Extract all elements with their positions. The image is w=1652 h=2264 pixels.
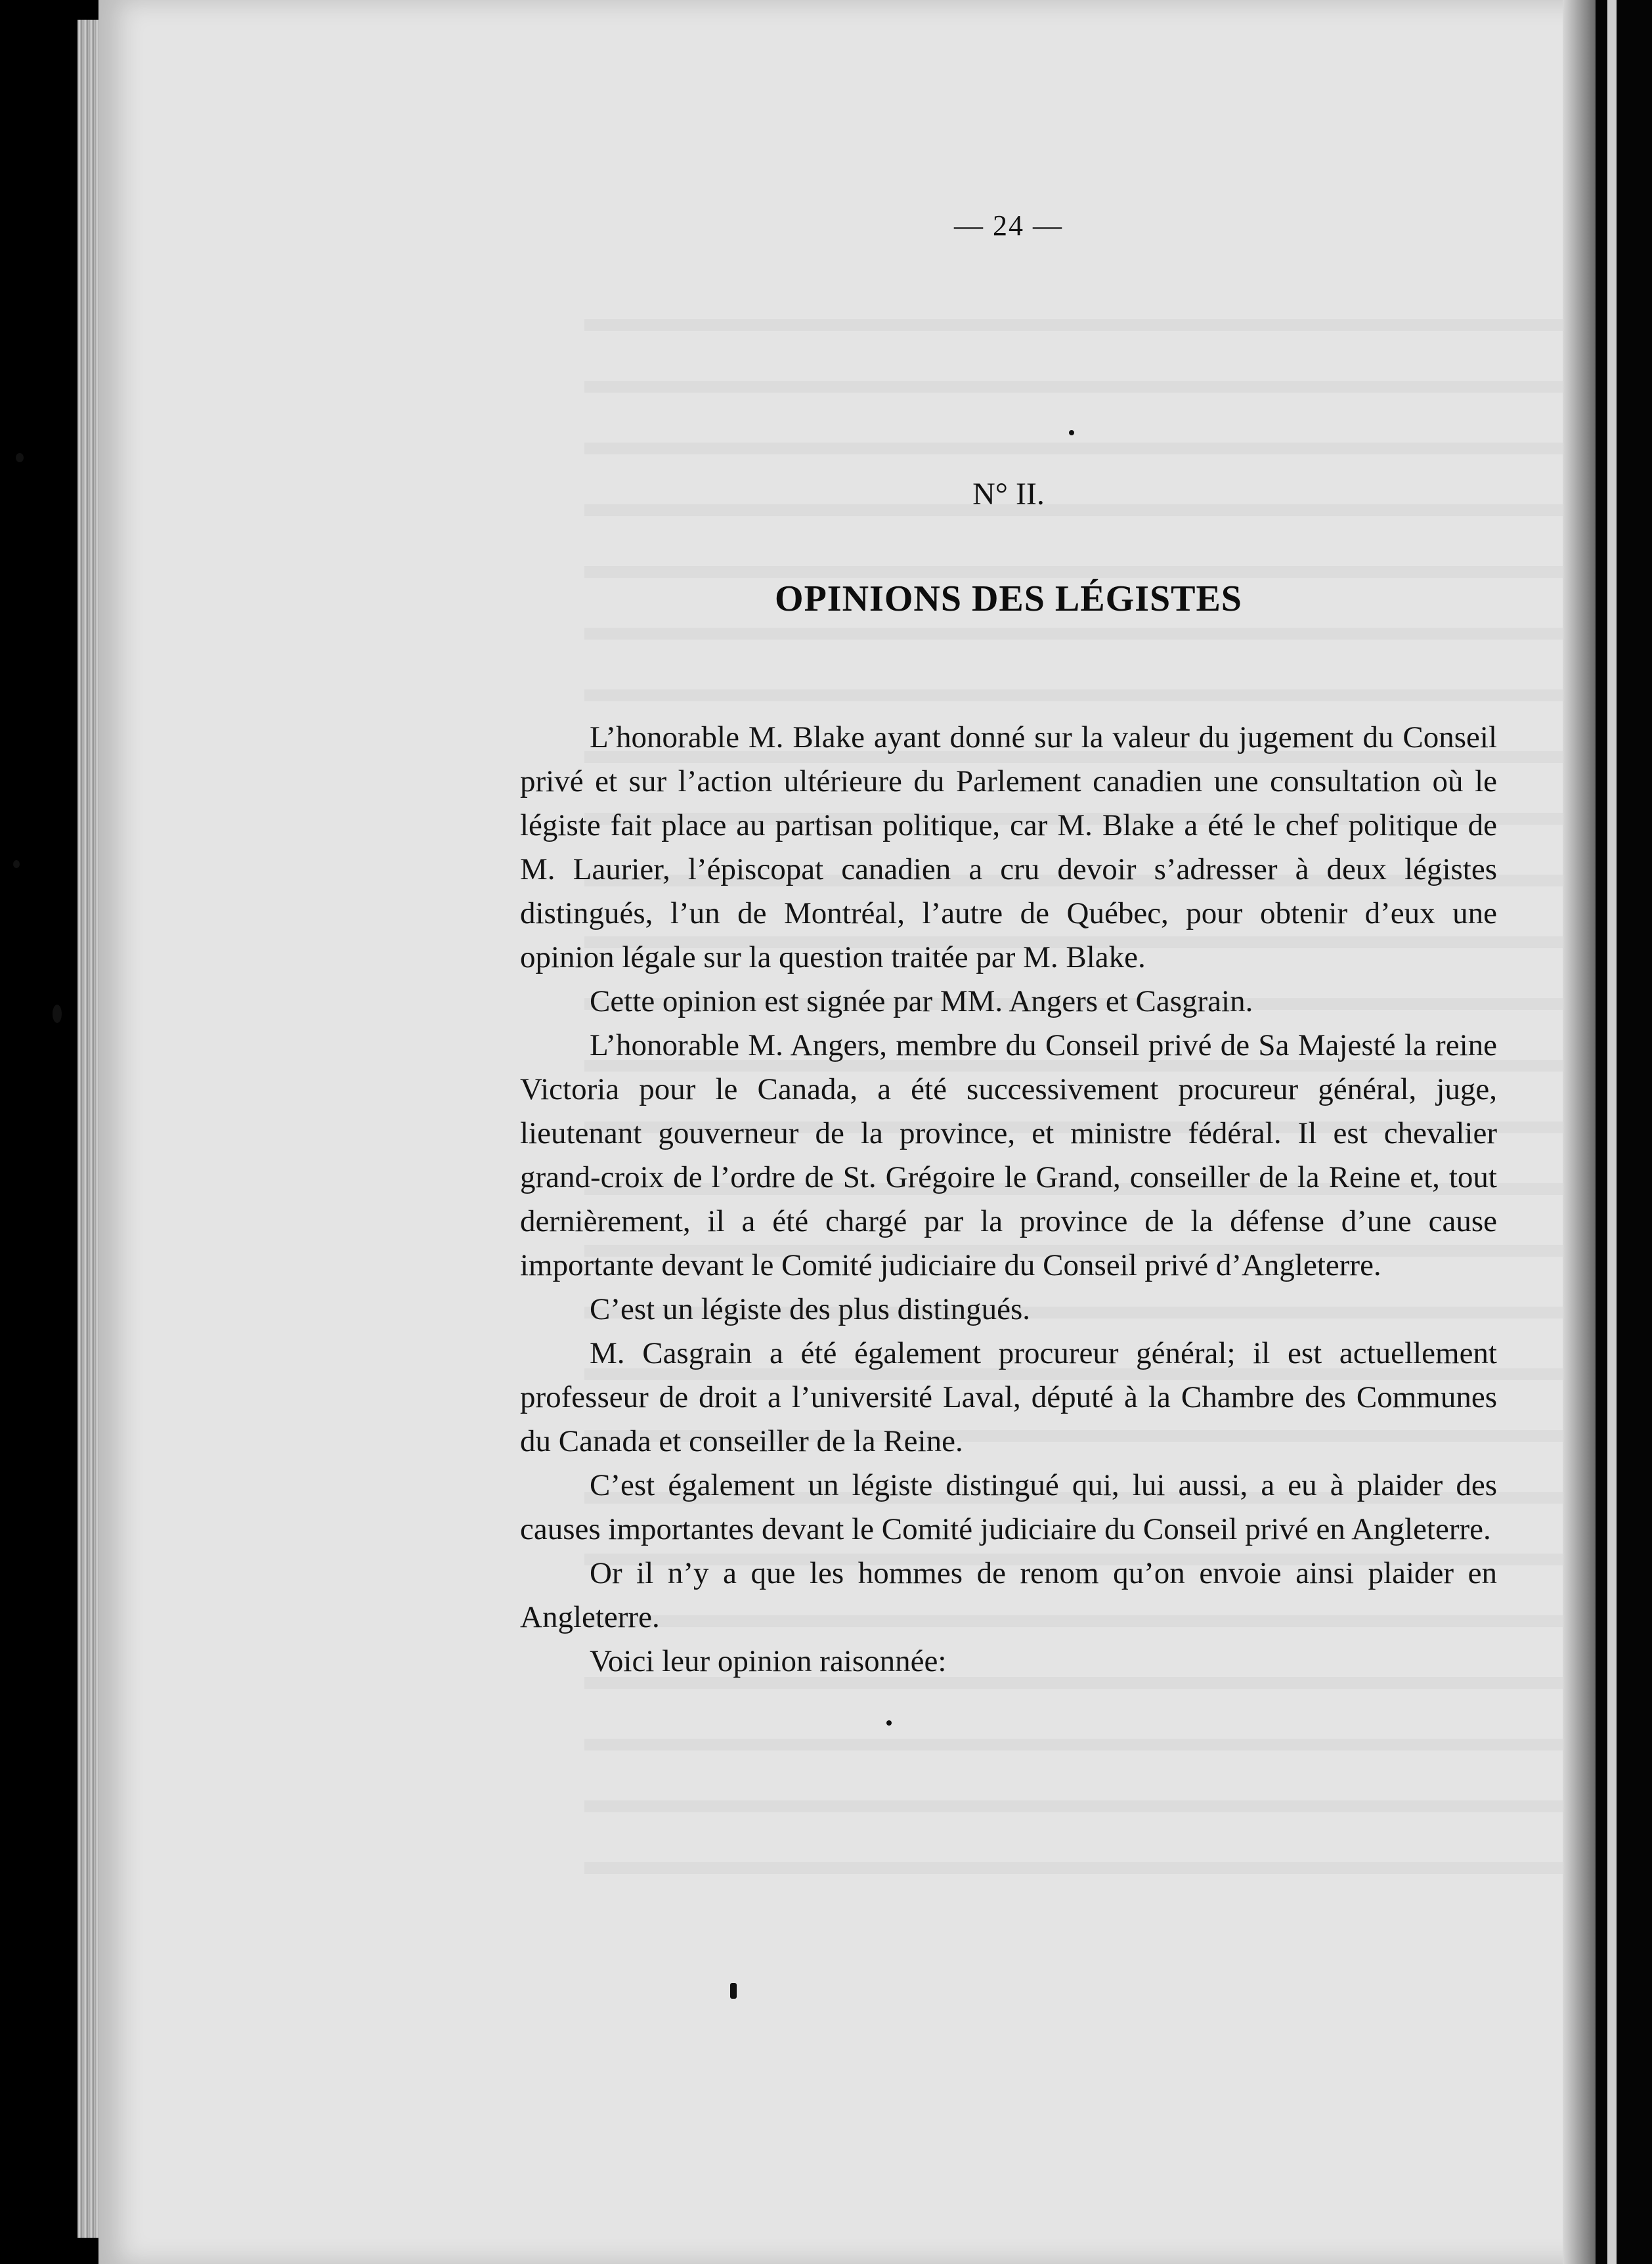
binding-edge bbox=[1596, 0, 1652, 2264]
paragraph: Voici leur opinion raisonnée: bbox=[590, 1644, 947, 1678]
paragraph: Or il n’y a que les hommes de renom qu’on envoie ainsi plaider en Angleterre. bbox=[520, 1556, 1497, 1634]
scan-speck bbox=[730, 1983, 737, 1999]
paragraph: M. Casgrain a été également procureur général; il est actuellement professeur de droit a l’université Laval, député à la Chambre des Communes du Canada et conseiller de la Reine. bbox=[520, 1336, 1497, 1458]
scan-speck bbox=[13, 860, 20, 868]
paragraph: L’honorable M. Blake ayant donné sur la valeur du jugement du Conseil privé et sur l’action ultérieure du Parlement canadien une consultation où le légiste fait place au partisan politique, car M. Blake a été le chef politique de M. Laurier, l’épiscopat canadien a cru devoir s’adresser à deux légistes distingués, l’un de Montréal, l’autre de Québec, pour obtenir d’eux une opinion légale sur la question traitée par M. Blake. bbox=[520, 720, 1497, 974]
page-title: OPINIONS DES LÉGISTES bbox=[775, 578, 1242, 619]
paragraph: C’est un légiste des plus distingués. bbox=[590, 1292, 1031, 1326]
scan-speck bbox=[1069, 430, 1074, 435]
paragraph: L’honorable M. Angers, membre du Conseil privé de Sa Majesté la reine Victoria pour le Canada, a été successivement procureur général, juge, lieutenant gouverneur de la province, et ministre fédéral. Il est chevalier grand-croix de l’ordre de St. Grégoire le Grand, conseiller de la Reine et, tout dernièrement, il a été chargé par la province de la défense d’une cause importante devant le Comité judiciaire du Conseil privé d’Angleterre. bbox=[520, 1028, 1497, 1282]
scan-speck bbox=[886, 1720, 892, 1726]
scan-speck bbox=[16, 453, 24, 462]
paragraph: C’est également un légiste distingué qui, lui aussi, a eu à plaider des causes importantes devant le Comité judiciaire du Conseil privé en Angleterre. bbox=[520, 1468, 1497, 1546]
section-number: N° II. bbox=[972, 477, 1045, 512]
scan-speck bbox=[53, 1005, 62, 1023]
gutter-shadow bbox=[1563, 0, 1596, 2264]
paragraph: Cette opinion est signée par MM. Angers et Casgrain. bbox=[590, 984, 1253, 1018]
body-text bbox=[520, 716, 1497, 1684]
page-number: — 24 — bbox=[954, 209, 1063, 242]
